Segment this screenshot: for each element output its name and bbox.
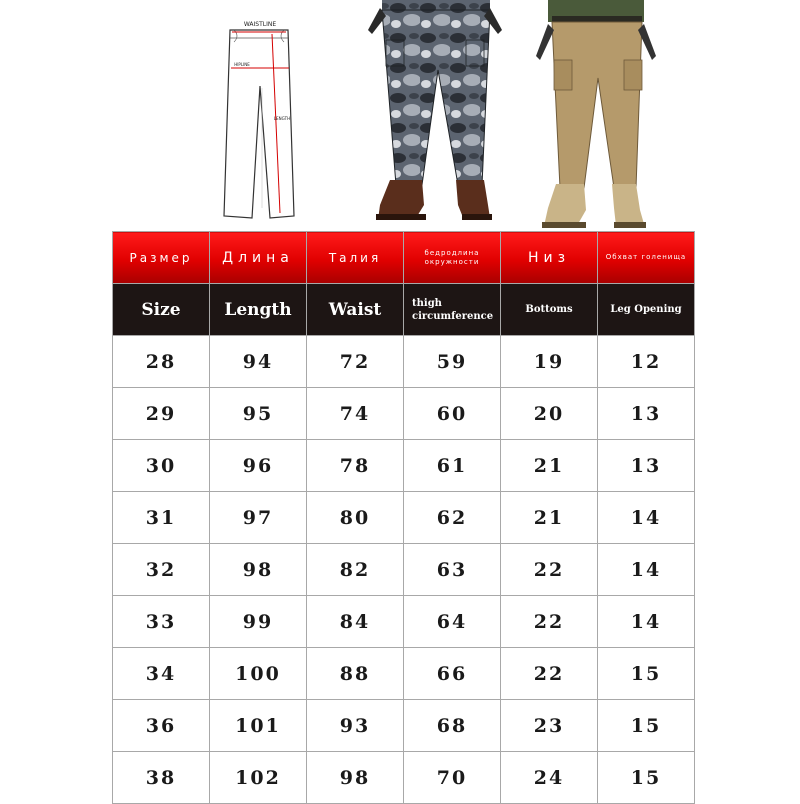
cell-bottoms: 20	[501, 388, 598, 440]
cell-leg-opening: 15	[598, 700, 695, 752]
cell-waist: 78	[307, 440, 404, 492]
header-ru-waist: Талия	[307, 232, 404, 284]
cell-waist: 84	[307, 596, 404, 648]
table-row	[113, 648, 695, 700]
header-ru-thigh: бедродлина окружности	[404, 232, 501, 284]
table-row	[113, 336, 695, 388]
header-en-length: Length	[210, 284, 307, 336]
cell-waist: 74	[307, 388, 404, 440]
cell-waist: 80	[307, 492, 404, 544]
cell-bottoms: 19	[501, 336, 598, 388]
cell-size: 34	[113, 648, 210, 700]
cell-leg-opening: 15	[598, 752, 695, 804]
header-ru-leg-opening: Обхват голенища	[598, 232, 695, 284]
cell-thigh: 63	[404, 544, 501, 596]
cell-thigh: 68	[404, 700, 501, 752]
cell-length: 102	[210, 752, 307, 804]
size-chart-table	[112, 231, 695, 804]
cell-length: 99	[210, 596, 307, 648]
table-row	[113, 492, 695, 544]
cell-length: 94	[210, 336, 307, 388]
cell-size: 33	[113, 596, 210, 648]
cell-thigh: 66	[404, 648, 501, 700]
table-row	[113, 440, 695, 492]
table-row	[113, 752, 695, 804]
cell-leg-opening: 14	[598, 596, 695, 648]
cell-thigh: 59	[404, 336, 501, 388]
cell-waist: 98	[307, 752, 404, 804]
cell-bottoms: 22	[501, 596, 598, 648]
table-row	[113, 700, 695, 752]
cell-waist: 72	[307, 336, 404, 388]
table-row	[113, 544, 695, 596]
cell-thigh: 62	[404, 492, 501, 544]
cell-leg-opening: 13	[598, 440, 695, 492]
cell-waist: 88	[307, 648, 404, 700]
cell-bottoms: 23	[501, 700, 598, 752]
header-en-bottoms: Bottoms	[501, 284, 598, 336]
header-row-russian	[113, 232, 695, 284]
header-row-english	[113, 284, 695, 336]
header-en-size: Size	[113, 284, 210, 336]
table-row	[113, 388, 695, 440]
cell-waist: 93	[307, 700, 404, 752]
cell-bottoms: 21	[501, 440, 598, 492]
cell-waist: 82	[307, 544, 404, 596]
header-en-leg-opening: Leg Opening	[598, 284, 695, 336]
header-ru-size: Размер	[113, 232, 210, 284]
cell-bottoms: 22	[501, 648, 598, 700]
cell-leg-opening: 15	[598, 648, 695, 700]
cell-length: 97	[210, 492, 307, 544]
header-en-thigh: thigh circumference	[404, 284, 501, 336]
cell-leg-opening: 12	[598, 336, 695, 388]
cell-leg-opening: 13	[598, 388, 695, 440]
waistline-label: WAISTLINE	[243, 21, 277, 28]
cell-bottoms: 21	[501, 492, 598, 544]
cell-size: 36	[113, 700, 210, 752]
cell-thigh: 61	[404, 440, 501, 492]
header-ru-bottoms: Низ	[501, 232, 598, 284]
cell-size: 30	[113, 440, 210, 492]
cell-bottoms: 24	[501, 752, 598, 804]
hipline-label: HIPLINE	[234, 62, 250, 67]
length-label: LENGTH	[273, 116, 291, 121]
camo-pants-model-photo	[360, 0, 510, 225]
cell-leg-opening: 14	[598, 544, 695, 596]
cell-size: 32	[113, 544, 210, 596]
cell-length: 98	[210, 544, 307, 596]
header-ru-length: Длина	[210, 232, 307, 284]
pants-measurement-diagram	[210, 8, 310, 226]
cell-thigh: 64	[404, 596, 501, 648]
cell-leg-opening: 14	[598, 492, 695, 544]
cell-size: 38	[113, 752, 210, 804]
cell-size: 29	[113, 388, 210, 440]
cell-thigh: 70	[404, 752, 501, 804]
cell-length: 95	[210, 388, 307, 440]
product-images	[0, 0, 800, 230]
khaki-pants-model-photo	[530, 0, 660, 230]
cell-thigh: 60	[404, 388, 501, 440]
cell-length: 100	[210, 648, 307, 700]
cell-size: 28	[113, 336, 210, 388]
cell-bottoms: 22	[501, 544, 598, 596]
cell-length: 101	[210, 700, 307, 752]
cell-size: 31	[113, 492, 210, 544]
cell-length: 96	[210, 440, 307, 492]
header-en-waist: Waist	[307, 284, 404, 336]
table-row	[113, 596, 695, 648]
